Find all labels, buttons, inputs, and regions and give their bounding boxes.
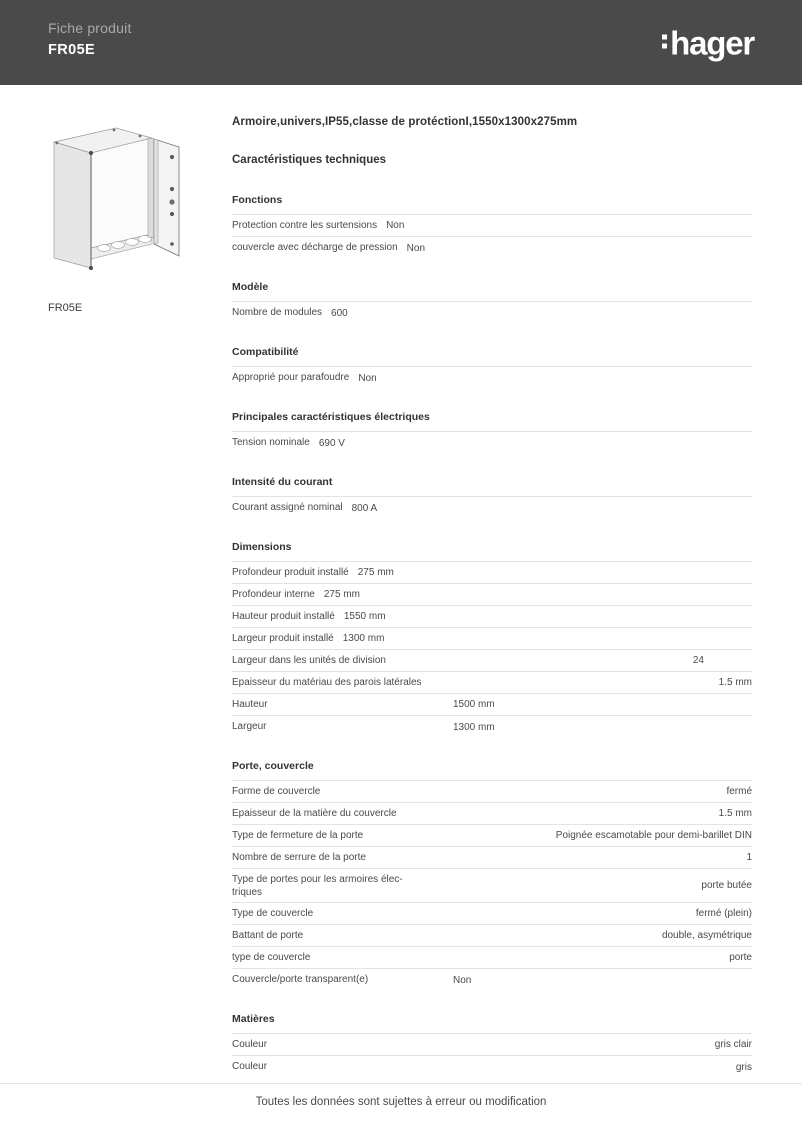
spec-label: Nombre de modules xyxy=(232,307,323,319)
spec-row xyxy=(232,237,752,259)
header-product-reference: FR05E xyxy=(48,41,96,58)
technical-characteristics-title: Caractéristiques techniques xyxy=(232,154,387,166)
spec-row xyxy=(232,925,752,947)
spec-label: Forme de couvercle xyxy=(232,785,321,797)
spec-row xyxy=(232,497,752,519)
spec-label: Epaisseur de la matière du couvercle xyxy=(232,807,397,819)
spec-row xyxy=(232,903,752,925)
spec-value: 1 xyxy=(746,852,752,863)
spec-label: Profondeur interne xyxy=(232,588,315,600)
spec-table xyxy=(232,561,752,738)
spec-label: Couleur xyxy=(232,1061,268,1073)
spec-section xyxy=(232,194,752,259)
page-body xyxy=(0,85,802,1100)
spec-value: Non xyxy=(358,372,377,384)
spec-row xyxy=(232,781,752,803)
spec-row xyxy=(232,562,752,584)
spec-label: Tension nominale xyxy=(232,437,310,449)
spec-label: couvercle avec décharge de pression xyxy=(232,242,398,254)
spec-row xyxy=(232,606,752,628)
spec-value: 1.5 mm xyxy=(718,808,752,819)
spec-section-heading: Fonctions xyxy=(232,194,283,206)
spec-label: Approprié pour parafoudre xyxy=(232,372,350,384)
spec-label: Type de portes pour les armoires élec-triques xyxy=(232,873,403,898)
spec-value: 1550 mm xyxy=(343,611,386,622)
spec-row xyxy=(232,302,752,324)
spec-row xyxy=(232,367,752,389)
spec-row xyxy=(232,432,752,454)
spec-row xyxy=(232,215,752,237)
spec-value: Non xyxy=(406,242,426,254)
spec-row xyxy=(232,716,752,738)
spec-value: 1500 mm xyxy=(453,699,495,710)
product-figure xyxy=(44,116,189,281)
spec-value: porte xyxy=(729,952,752,963)
spec-value: 275 mm xyxy=(357,567,394,578)
spec-table xyxy=(232,301,752,324)
spec-value: double, asymétrique xyxy=(661,930,752,941)
spec-row xyxy=(232,847,752,869)
product-image-caption: FR05E xyxy=(48,302,83,314)
spec-section-heading: Principales caractéristiques électriques xyxy=(232,411,430,423)
spec-label: Hauteur produit installé xyxy=(232,610,335,622)
spec-row xyxy=(232,650,752,672)
spec-section-heading: Compatibilité xyxy=(232,346,299,358)
spec-value: Poignée escamotable pour demi-barillet DIN xyxy=(555,830,752,841)
header-kicker: Fiche produit xyxy=(48,20,132,36)
spec-label: Nombre de serrure de la porte xyxy=(232,851,366,863)
spec-row xyxy=(232,1056,752,1078)
spec-value: 1300 mm xyxy=(453,721,495,733)
spec-section-heading: Modèle xyxy=(232,281,269,293)
logo-wordmark: hager xyxy=(670,24,754,61)
spec-label: Profondeur produit installé xyxy=(232,566,349,578)
spec-value: fermé xyxy=(726,786,752,797)
spec-value: 1300 mm xyxy=(342,633,385,644)
spec-value: Non xyxy=(386,220,405,231)
product-title: Armoire,univers,IP55,classe de protéctionI,1550x1300x275mm xyxy=(232,116,578,128)
spec-section-heading: Dimensions xyxy=(232,541,292,553)
spec-table xyxy=(232,780,752,991)
spec-section xyxy=(232,541,752,738)
spec-section-heading: Intensité du courant xyxy=(232,476,333,488)
spec-section xyxy=(232,411,752,454)
spec-row xyxy=(232,628,752,650)
spec-value: 800 A xyxy=(351,502,378,514)
spec-label: Type de fermeture de la porte xyxy=(232,829,364,841)
spec-label: Couvercle/porte transparent(e) xyxy=(232,974,369,986)
spec-value: 1.5 mm xyxy=(718,677,752,688)
spec-value: 600 xyxy=(331,307,348,319)
hager-logo xyxy=(662,26,754,59)
spec-label: Battant de porte xyxy=(232,929,304,941)
spec-label: Couleur xyxy=(232,1038,268,1050)
spec-row xyxy=(232,1034,752,1056)
spec-row xyxy=(232,969,752,991)
spec-value: 690 V xyxy=(318,437,345,449)
spec-label: Largeur produit installé xyxy=(232,632,334,644)
spec-label: Courant assigné nominal xyxy=(232,502,343,514)
spec-sections xyxy=(232,194,752,1078)
spec-row xyxy=(232,825,752,847)
spec-row xyxy=(232,869,752,903)
logo-colon-icon xyxy=(662,35,667,51)
spec-label: Protection contre les surtensions xyxy=(232,219,378,231)
page-footer xyxy=(0,1083,802,1134)
spec-section xyxy=(232,281,752,324)
spec-table xyxy=(232,1033,752,1078)
footer-disclaimer: Toutes les données sont sujettes à erreur ou modification xyxy=(255,1096,547,1108)
header-title-group xyxy=(48,20,132,59)
spec-value: porte butée xyxy=(701,880,752,891)
spec-label: Largeur dans les unités de division xyxy=(232,654,386,666)
spec-value: gris clair xyxy=(714,1039,752,1050)
content-columns xyxy=(0,116,802,1100)
product-image-column xyxy=(0,116,232,314)
spec-section xyxy=(232,1013,752,1078)
spec-table xyxy=(232,214,752,259)
spec-label: Type de couvercle xyxy=(232,907,314,919)
spec-section xyxy=(232,760,752,991)
spec-section xyxy=(232,346,752,389)
enclosure-cabinet-icon xyxy=(44,116,189,281)
spec-row xyxy=(232,694,752,716)
spec-label: Hauteur xyxy=(232,698,268,710)
spec-row xyxy=(232,803,752,825)
spec-row xyxy=(232,672,752,694)
spec-value: 275 mm xyxy=(323,589,360,600)
spec-value: gris xyxy=(735,1061,752,1073)
spec-section-heading: Porte, couvercle xyxy=(232,760,314,772)
spec-row xyxy=(232,584,752,606)
spec-table xyxy=(232,496,752,519)
specifications-column xyxy=(232,116,802,1100)
spec-label: Largeur xyxy=(232,721,267,733)
spec-value: fermé (plein) xyxy=(695,908,752,919)
spec-table xyxy=(232,366,752,389)
spec-section-heading: Matières xyxy=(232,1013,275,1025)
spec-value: 24 xyxy=(692,655,704,666)
spec-row xyxy=(232,947,752,969)
spec-label: type de couvercle xyxy=(232,951,311,963)
spec-label: Epaisseur du matériau des parois latérales xyxy=(232,676,422,688)
page-header xyxy=(0,0,802,85)
spec-value: Non xyxy=(453,974,472,986)
spec-section xyxy=(232,476,752,519)
spec-table xyxy=(232,431,752,454)
